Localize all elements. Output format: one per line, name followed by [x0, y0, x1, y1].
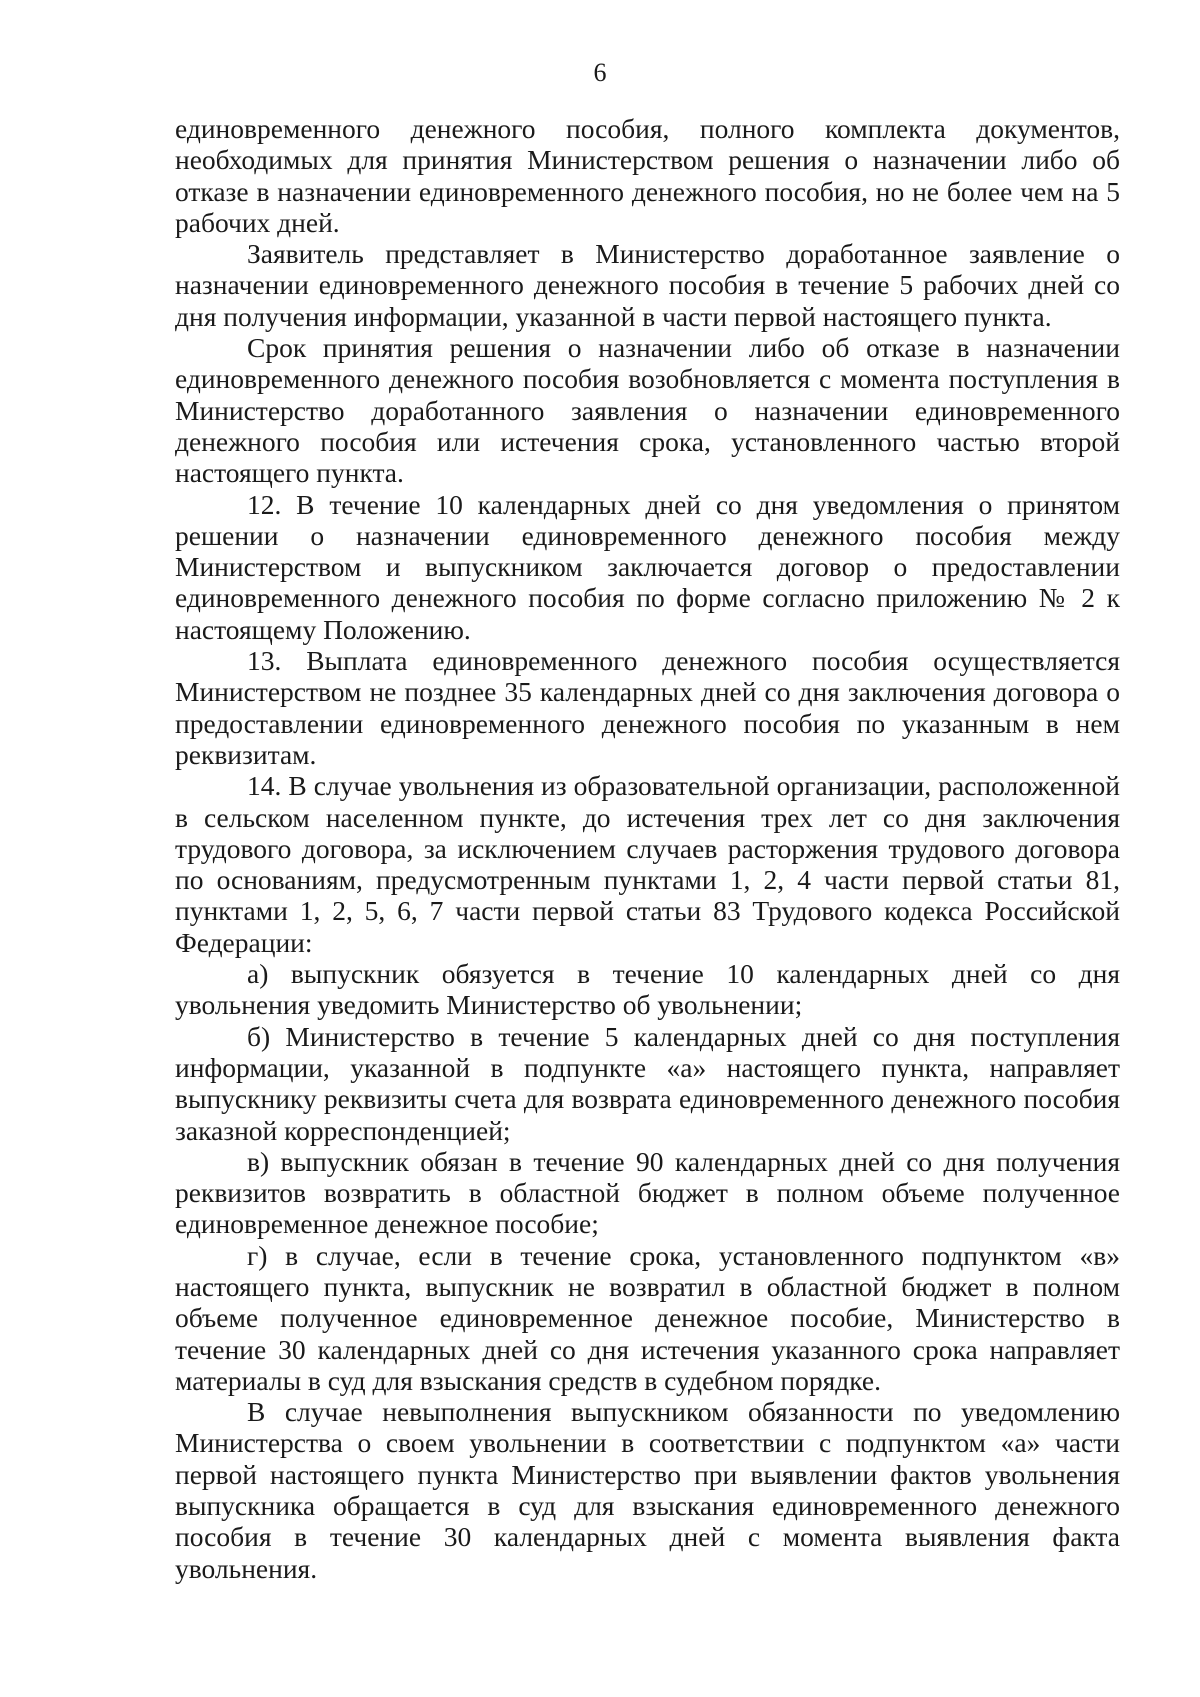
paragraph-item-13: 13. Выплата единовременного денежного пособия осуществляется Министерством не позднее 35 календарных дней со дня заключения договора о предоставлении единовременного денежного пособия по указанным в нем реквизитам.: [175, 645, 1120, 770]
paragraph-decision-term-resumed: Срок принятия решения о назначении либо об отказе в назначении единовременного денежного пособия возобновляется с момента поступления в Министерство доработанного заявления о назначении единовременного денежного пособия или истечения срока, установленного частью второй настоящего пункта.: [175, 332, 1120, 489]
document-body: [175, 113, 1120, 1584]
paragraph-subitem-b: б) Министерство в течение 5 календарных дней со дня поступления информации, указанной в подпункте «а» настоящего пункта, направляет выпускнику реквизиты счета для возврата единовременного денежного пособия заказной корреспонденцией;: [175, 1020, 1120, 1146]
paragraph-subitem-v: в) выпускник обязан в течение 90 календарных дней со дня получения реквизитов возвратить в областной бюджет в полном объеме полученное единовременное денежное пособие;: [175, 1145, 1120, 1240]
paragraph-applicant-resubmission: Заявитель представляет в Министерство доработанное заявление о назначении единовременного денежного пособия в течение 5 рабочих дней со дня получения информации, указанной в части первой настоящего пункта.: [175, 238, 1120, 332]
paragraph-subitem-a: а) выпускник обязуется в течение 10 календарных дней со дня увольнения уведомить Министерство об увольнении;: [175, 958, 1120, 1021]
page-number: 6: [593, 58, 607, 87]
paragraph-continuation: единовременного денежного пособия, полного комплекта документов, необходимых для принятия Министерством решения о назначении либо об отказе в назначении единовременного денежного пособия, но не более чем на 5 рабочих дней.: [175, 113, 1120, 238]
paragraph-item-12: 12. В течение 10 календарных дней со дня уведомления о принятом решении о назначении единовременного денежного пособия между Министерством и выпускником заключается договор о предоставлении единовременного денежного пособия по форме согласно приложению № 2 к настоящему Положению.: [175, 488, 1120, 645]
paragraph-item-14: 14. В случае увольнения из образовательной организации, расположенной в сельском населенном пункте, до истечения трех лет со дня заключения трудового договора, за исключением случаев расторжения трудового договора по основаниям, предусмотренным пунктами 1, 2, 4 части первой статьи 81, пунктами 1, 2, 5, 6, 7 части первой статьи 83 Трудового кодекса Российской Федерации:: [175, 770, 1120, 958]
paragraph-subitem-g: г) в случае, если в течение срока, установленного подпунктом «в» настоящего пункта, выпускник не возвратил в областной бюджет в полном объеме полученное единовременное денежное пособие, Министерство в течение 30 календарных дней со дня истечения указанного срока направляет материалы в суд для взыскания средств в судебном порядке.: [175, 1239, 1120, 1396]
paragraph-non-notification: В случае невыполнения выпускником обязанности по уведомлению Министерства о своем увольнении в соответствии с подпунктом «а» части первой настоящего пункта Министерство при выявлении фактов увольнения выпускника обращается в суд для взыскания единовременного денежного пособия в течение 30 календарных дней с момента выявления факта увольнения.: [175, 1396, 1120, 1584]
